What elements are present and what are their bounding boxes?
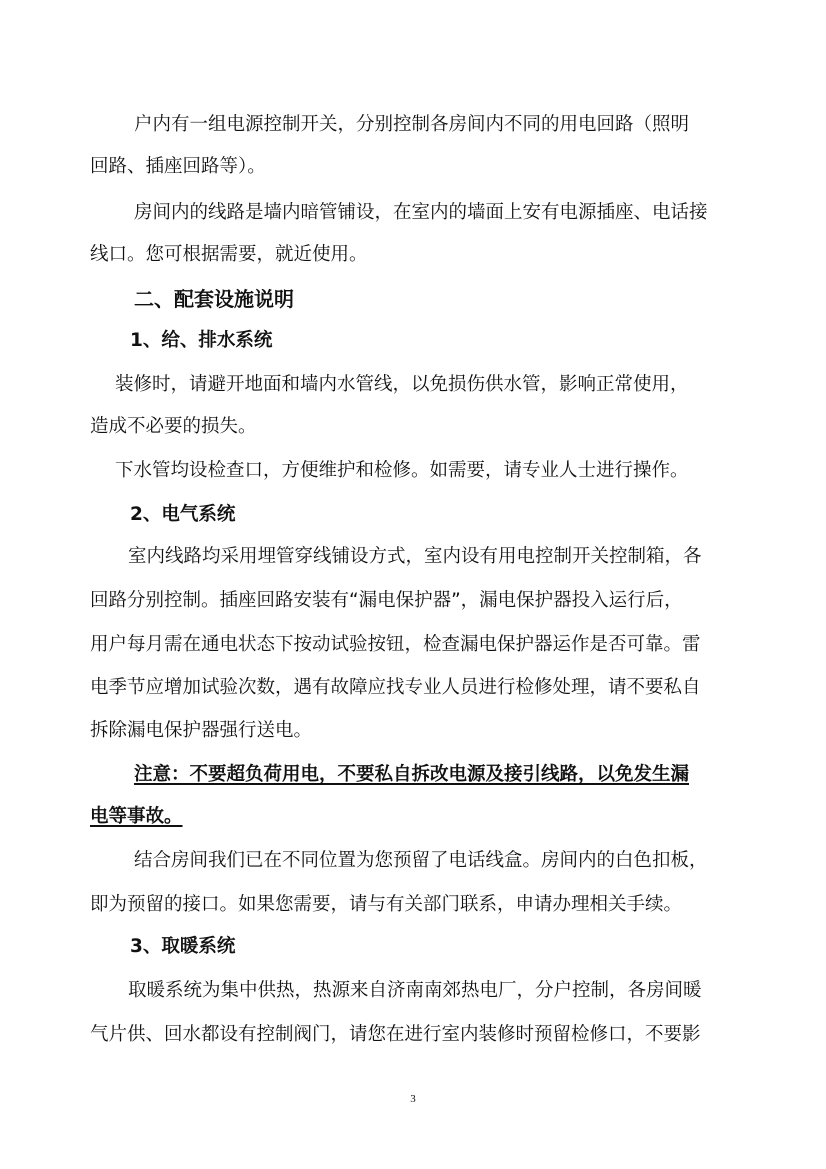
heating-para1-line1: 取暖系统为集中供热，热源来自济南南郊热电厂，分户控制，各房间暖 — [128, 980, 702, 1001]
subsection-heading-electric: 2、电气系统 — [130, 504, 236, 525]
electric-para2-line2: 即为预留的接口。如果您需要，请与有关部门联系，申请办理相关手续。 — [90, 894, 683, 915]
heating-para1-line2: 气片供、回水都设有控制阀门，请您在进行室内装修时预留检修口，不要影 — [90, 1024, 701, 1045]
subsection-heading-heating: 3、取暖系统 — [130, 936, 236, 957]
notice-line1: 注意：不要超负荷用电，不要私自拆改电源及接引线路，以免发生漏 — [134, 764, 690, 785]
water-para1-line1: 装修时，请避开地面和墙内水管线，以免损伤供水管，影响正常使用， — [115, 374, 689, 395]
water-para2: 下水管均设检查口，方便维护和检修。如需要，请专业人士进行操作。 — [115, 460, 689, 481]
electric-para1-line4: 电季节应增加试验次数，遇有故障应找专业人员进行检修处理，请不要私自 — [90, 677, 701, 698]
page-number: 3 — [410, 1093, 416, 1105]
para1-line1: 户内有一组电源控制开关，分别控制各房间内不同的用电回路（照明 — [134, 114, 690, 135]
electric-para1-line3: 用户每月需在通电状态下按动试验按钮，检查漏电保护器运作是否可靠。雷 — [90, 634, 701, 655]
electric-para1-line2: 回路分别控制。插座回路安装有“漏电保护器”，漏电保护器投入运行后， — [90, 590, 683, 611]
notice-line2: 电等事故。 — [90, 806, 183, 827]
section-heading: 二、配套设施说明 — [134, 287, 294, 311]
electric-para2-line1: 结合房间我们已在不同位置为您预留了电话线盒。房间内的白色扣板， — [134, 850, 708, 871]
electric-para1-line5: 拆除漏电保护器强行送电。 — [90, 720, 313, 741]
para1-line2: 回路、插座回路等）。 — [90, 156, 266, 177]
para2-line1: 房间内的线路是墙内暗管铺设，在室内的墙面上安有电源插座、电话接 — [134, 202, 708, 223]
subsection-heading-water: 1、给、排水系统 — [130, 330, 273, 351]
para2-line2: 线口。您可根据需要，就近使用。 — [90, 244, 368, 265]
water-para1-line2: 造成不必要的损失。 — [90, 416, 257, 437]
electric-para1-line1: 室内线路均采用埋管穿线铺设方式，室内设有用电控制开关控制箱，各 — [128, 546, 702, 567]
